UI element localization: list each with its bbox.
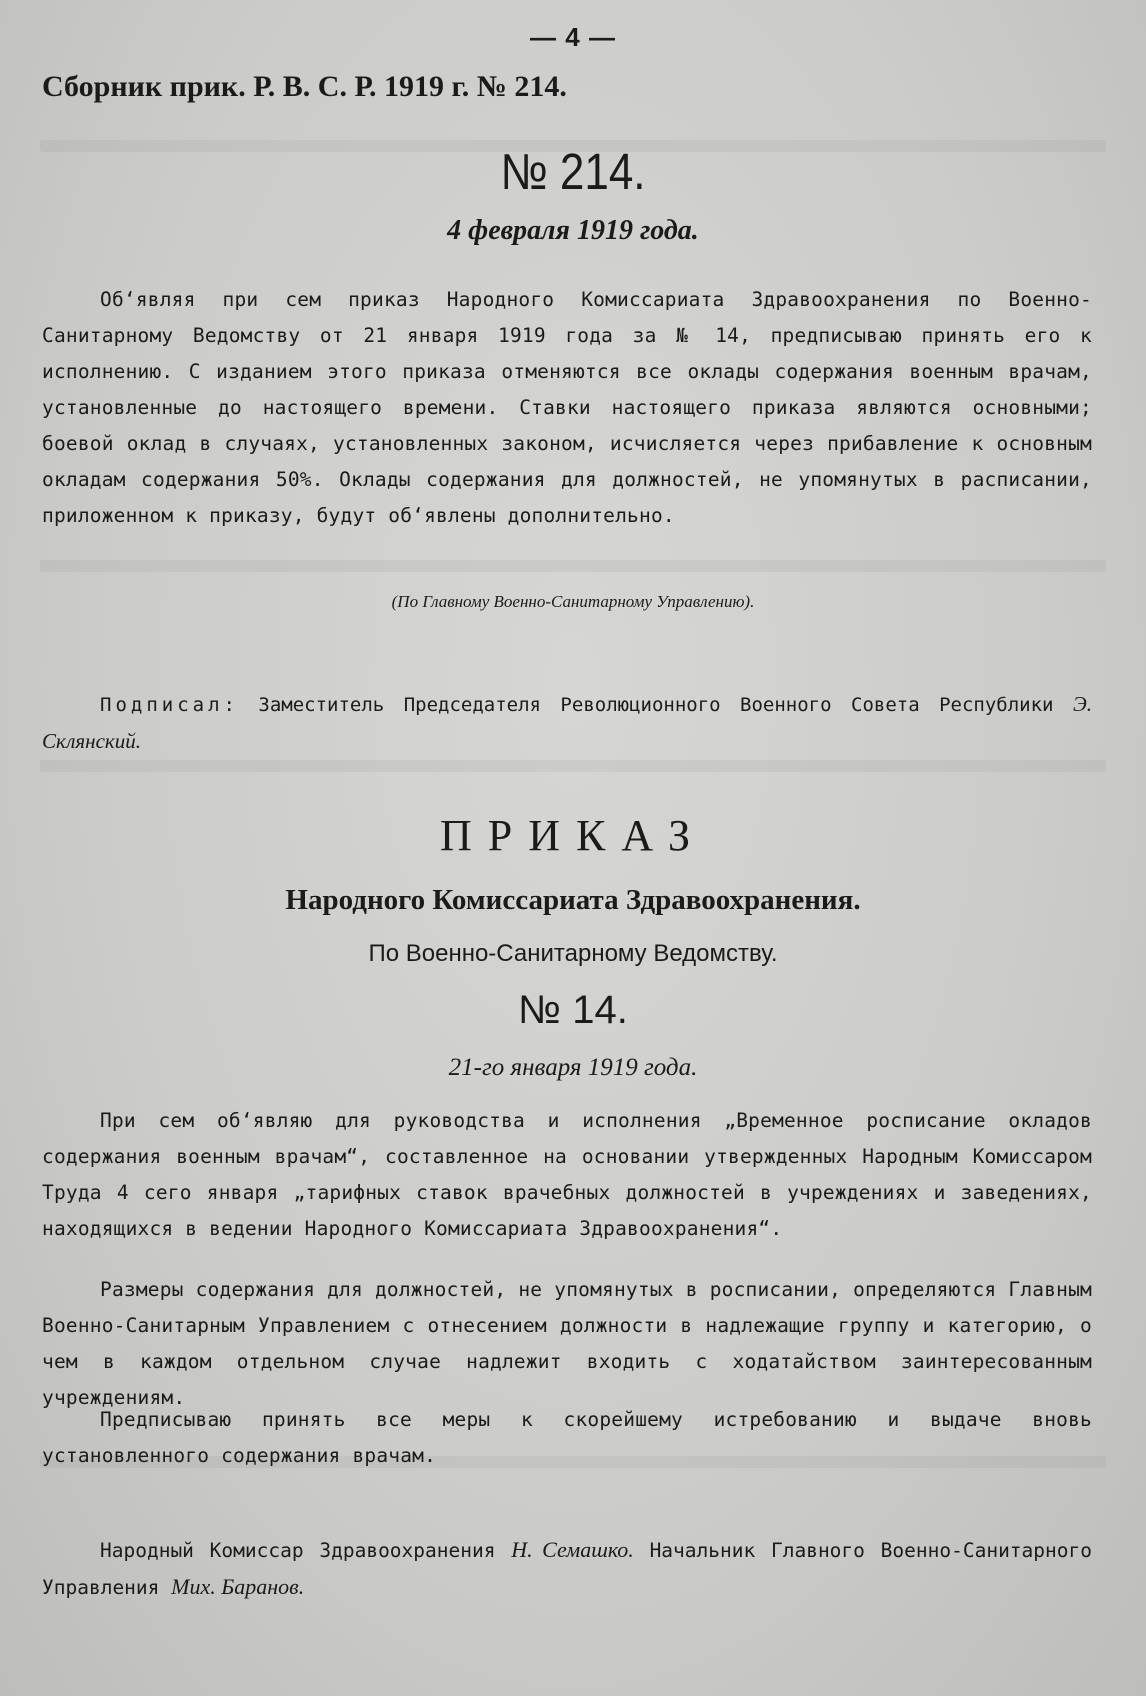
signed-label: Подписал:: [100, 694, 239, 716]
bleed-through-line: [40, 760, 1106, 772]
order14-number: № 14.: [518, 988, 628, 1032]
signature-text-1: Народный Комиссар Здравоохранения: [100, 1539, 496, 1562]
page-number: — 4 —: [530, 22, 616, 52]
source-note: (По Главному Военно-Санитарному Управлению).: [391, 592, 755, 611]
order14-paragraph-3: Предписываю принять все меры к скорейшему истребованию и выдаче вновь установленного содержания врачам.: [42, 1408, 1092, 1467]
signed-block: [42, 686, 1092, 760]
signer-name: Э. Склянский.: [42, 692, 1092, 753]
prikaz-title: ПРИКАЗ: [439, 811, 707, 860]
collection-header: Сборник прик. Р. В. С. Р. 1919 г. № 214.: [42, 70, 567, 103]
order14-paragraph-2: Размеры содержания для должностей, не упомянутых в росписании, определяются Главным Военно-Санитарным Управлением с отнесением должности в надлежащие группу и категорию, о чем в каждом отдельном случае надлежит входить с ходатайством заинтересованным учреждениям.: [42, 1278, 1092, 1409]
commissariat-title: Народного Комиссариата Здравоохранения.: [285, 884, 861, 916]
closing-signature: [42, 1532, 1092, 1606]
order-number: № 214.: [500, 144, 646, 201]
signed-text: Заместитель Председателя Революционного Военного Совета Республики: [258, 694, 1054, 716]
order-date: 4 февраля 1919 года.: [447, 215, 699, 246]
order14-date: 21-го января 1919 года.: [448, 1054, 698, 1081]
signature-text-2: Начальник Главного Военно-Санитарного Управления: [42, 1539, 1092, 1599]
order-paragraph: Об‘являя при сем приказ Народного Комиссариата Здравоохранения по Военно-Санитарному Ведомству от 21 января 1919 года за № 14, предписываю принять его к исполнению. С изданием этого приказа отменяются все оклады содержания военным врачам, установленные до настоящего времени. Ставки настоящего приказа являются основными; боевой оклад в случаях, установленных законом, исчисляется через прибавление к основным окладам содержания 50%. Оклады содержания для должностей, не упомянутых в расписании, приложенном к приказу, будут об‘явлены дополнительно.: [42, 288, 1092, 527]
signature-name-2: Мих. Баранов.: [171, 1574, 305, 1599]
order14-paragraph-1: При сем об‘являю для руководства и исполнения „Временное росписание окладов содержания военным врачам“, составленное на основании утвержденных Народным Комиссаром Труда 4 сего января „тарифных ставок врачебных должностей в учреждениях и заведениях, находящихся в ведении Народного Комиссариата Здравоохранения“.: [42, 1109, 1092, 1240]
department-line: По Военно-Санитарному Ведомству.: [368, 940, 778, 967]
signature-name-1: Н. Семашко.: [511, 1537, 634, 1562]
bleed-through-line: [40, 560, 1106, 572]
